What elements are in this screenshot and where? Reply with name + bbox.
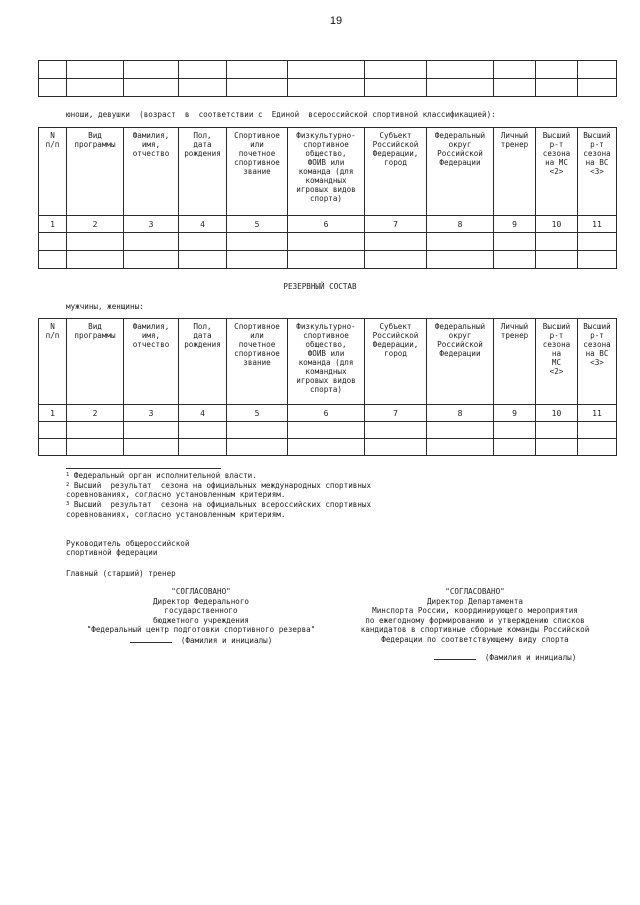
- col-header-program: Вид программы: [67, 319, 124, 405]
- table-cell: [67, 61, 124, 79]
- footnote-3: $^3$ Высший результат сезона на официальных всероссийских спортивных: [66, 500, 372, 509]
- table-cell: [39, 61, 67, 79]
- table-cell: [124, 79, 179, 97]
- left-approval-line2: Директор Федерального: [152, 596, 249, 606]
- table-row: [39, 61, 617, 79]
- col-header-subject: Субъект Российской Федерации, город: [365, 128, 427, 216]
- footnote-3-cont: соревнованиях, согласно установленным критериям.: [66, 510, 286, 519]
- column-number-row: [39, 216, 617, 233]
- table-cell: [427, 61, 494, 79]
- col-header-coach: Личный тренер: [494, 319, 536, 405]
- table-cell: [536, 233, 578, 251]
- table-cell: [536, 439, 578, 456]
- column-number-row: [39, 405, 617, 422]
- table-cell: [179, 439, 227, 456]
- table-cell: [288, 422, 365, 439]
- table-cell: [578, 233, 617, 251]
- table-cell: 8: [427, 405, 494, 422]
- table-cell: [227, 61, 288, 79]
- table-cell: [67, 233, 124, 251]
- table-cell: [39, 233, 67, 251]
- table-cell: [578, 422, 617, 439]
- juniors-line: юноши, девушки (возраст в соответствии с Единой всероссийской спортивной классификацией):: [66, 110, 496, 119]
- table-cell: [536, 79, 578, 97]
- table-cell: [179, 422, 227, 439]
- table-cell: 6: [288, 405, 365, 422]
- table-cell: 11: [578, 216, 617, 233]
- table-cell: [39, 422, 67, 439]
- reserve-title: РЕЗЕРВНЫЙ СОСТАВ: [283, 282, 357, 291]
- table-cell: [288, 233, 365, 251]
- col-header-number: N п/п: [39, 319, 67, 405]
- left-approval-line3: государственного: [164, 606, 238, 615]
- table-cell: [427, 251, 494, 269]
- table-row: [39, 439, 617, 456]
- table-cell: [227, 439, 288, 456]
- col-header-best-ms: Высший р-т сезона на МС <2>: [536, 128, 578, 216]
- right-approval-block: [338, 587, 612, 663]
- footnote-2-cont: соревнованиях, согласно установленным критериям.: [66, 490, 286, 499]
- col-header-best-vs: Высший р-т сезона на ВС <3>: [578, 319, 617, 405]
- left-approval-title: "СОГЛАСОВАНО": [171, 587, 231, 596]
- table-cell: [494, 79, 536, 97]
- table-cell: 6: [288, 216, 365, 233]
- table-cell: [227, 79, 288, 97]
- col-header-title: Спортивное или почетное спортивное звание: [227, 319, 288, 405]
- table-cell: [227, 251, 288, 269]
- table-cell: [427, 422, 494, 439]
- col-header-sex-dob: Пол, дата рождения: [179, 128, 227, 216]
- table-cell: [67, 79, 124, 97]
- table-cell: [227, 233, 288, 251]
- table-cell: [365, 422, 427, 439]
- table-cell: [39, 439, 67, 456]
- juniors-table: [38, 127, 617, 269]
- table-cell: [536, 422, 578, 439]
- table-cell: [365, 61, 427, 79]
- table-row: [39, 422, 617, 439]
- table-cell: [227, 422, 288, 439]
- col-header-name: Фамилия, имя, отчество: [124, 128, 179, 216]
- table-cell: [365, 233, 427, 251]
- leader-label-line1: Руководитель общероссийской: [66, 539, 190, 548]
- table-cell: 4: [179, 216, 227, 233]
- table-cell: [427, 79, 494, 97]
- col-header-number: N п/п: [39, 128, 67, 216]
- table-cell: [536, 251, 578, 269]
- right-approval-line3: Минспорта России, координирующего мероприятия: [372, 606, 578, 615]
- col-header-program: Вид программы: [67, 128, 124, 216]
- table-cell: 1: [39, 216, 67, 233]
- col-header-district: Федеральный округ Российской Федерации: [427, 319, 494, 405]
- table-cell: [536, 61, 578, 79]
- table-cell: [494, 233, 536, 251]
- table-cell: [288, 79, 365, 97]
- table-cell: [578, 79, 617, 97]
- table-cell: [365, 251, 427, 269]
- top-table: [38, 60, 617, 97]
- table-cell: 5: [227, 405, 288, 422]
- right-approval-line5: кандидатов в спортивные сборные команды Российской: [360, 625, 590, 634]
- table-cell: [365, 79, 427, 97]
- right-approval-name-hint: (Фамилия и инициалы): [484, 653, 577, 662]
- table-cell: [124, 251, 179, 269]
- right-approval-title: "СОГЛАСОВАНО": [445, 587, 505, 596]
- table-cell: [179, 79, 227, 97]
- table-cell: [179, 233, 227, 251]
- col-header-best-vs: Высший р-т сезона на ВС <3>: [578, 128, 617, 216]
- signature-blank: [434, 652, 476, 660]
- col-header-society: Физкультурно- спортивное общество, ФОИВ или команда (для командных игровых видов спорта): [288, 319, 365, 405]
- table-cell: 3: [124, 405, 179, 422]
- reserve-table: [38, 318, 617, 456]
- table-cell: [578, 61, 617, 79]
- table-cell: [288, 251, 365, 269]
- table-cell: [124, 61, 179, 79]
- col-header-name: Фамилия, имя, отчество: [124, 319, 179, 405]
- left-approval-line5: "Федеральный центр подготовки спортивного резерва": [86, 625, 316, 634]
- table-cell: 7: [365, 405, 427, 422]
- col-header-sex-dob: Пол, дата рождения: [179, 319, 227, 405]
- right-approval-line2: Директор Департамента: [426, 596, 523, 606]
- table-cell: [124, 233, 179, 251]
- left-approval-block: [66, 587, 336, 645]
- header-row: [39, 128, 617, 216]
- col-header-title: Спортивное или почетное спортивное звание: [227, 128, 288, 216]
- table-cell: [578, 251, 617, 269]
- table-cell: 8: [427, 216, 494, 233]
- table-cell: [124, 439, 179, 456]
- page-number: 19: [329, 15, 343, 27]
- col-header-district: Федеральный округ Российской Федерации: [427, 128, 494, 216]
- coach-label: Главный (старший) тренер: [66, 569, 176, 578]
- table-cell: [494, 422, 536, 439]
- col-header-coach: Личный тренер: [494, 128, 536, 216]
- table-cell: [67, 422, 124, 439]
- table-row: [39, 79, 617, 97]
- table-cell: [179, 251, 227, 269]
- table-cell: 9: [494, 405, 536, 422]
- table-cell: 2: [67, 405, 124, 422]
- table-cell: 9: [494, 216, 536, 233]
- table-cell: [179, 61, 227, 79]
- right-approval-line4: по ежегодному формированию и утверждению списков: [365, 615, 585, 625]
- table-cell: 4: [179, 405, 227, 422]
- table-cell: 2: [67, 216, 124, 233]
- table-cell: [427, 233, 494, 251]
- signature-blank: [130, 635, 172, 643]
- leader-label-line2: спортивной федерации: [66, 548, 158, 557]
- table-cell: [67, 439, 124, 456]
- table-cell: 11: [578, 405, 617, 422]
- table-cell: [288, 61, 365, 79]
- right-approval-line6: Федерации по соответствующему виду спорта: [381, 634, 569, 644]
- footnote-1: $^1$ Федеральный орган исполнительной власти.: [66, 471, 257, 480]
- footnote-rule: [66, 468, 221, 469]
- footnote-2: $^2$ Высший результат сезона на официальных международных спортивных: [66, 481, 372, 490]
- table-cell: [427, 439, 494, 456]
- table-row: [39, 251, 617, 269]
- table-cell: 10: [536, 405, 578, 422]
- left-approval-name-hint: (Фамилия и инициалы): [180, 635, 273, 645]
- col-header-society: Физкультурно- спортивное общество, ФОИВ или команда (для командных игровых видов спорта): [288, 128, 365, 216]
- table-cell: [494, 251, 536, 269]
- table-cell: [124, 422, 179, 439]
- table-cell: [67, 251, 124, 269]
- col-header-subject: Субъект Российской Федерации, город: [365, 319, 427, 405]
- men-women-line: мужчины, женщины:: [66, 302, 144, 311]
- table-cell: 10: [536, 216, 578, 233]
- table-cell: [494, 439, 536, 456]
- table-cell: [494, 61, 536, 79]
- table-cell: 3: [124, 216, 179, 233]
- col-header-best-ms: Высший р-т сезона на МС <2>: [536, 319, 578, 405]
- table-row: [39, 233, 617, 251]
- table-cell: 1: [39, 405, 67, 422]
- table-cell: [39, 79, 67, 97]
- left-approval-line4: бюджетного учреждения: [152, 615, 249, 625]
- header-row: [39, 319, 617, 405]
- table-cell: [39, 251, 67, 269]
- table-cell: 7: [365, 216, 427, 233]
- table-cell: 5: [227, 216, 288, 233]
- table-cell: [365, 439, 427, 456]
- table-cell: [578, 439, 617, 456]
- table-cell: [288, 439, 365, 456]
